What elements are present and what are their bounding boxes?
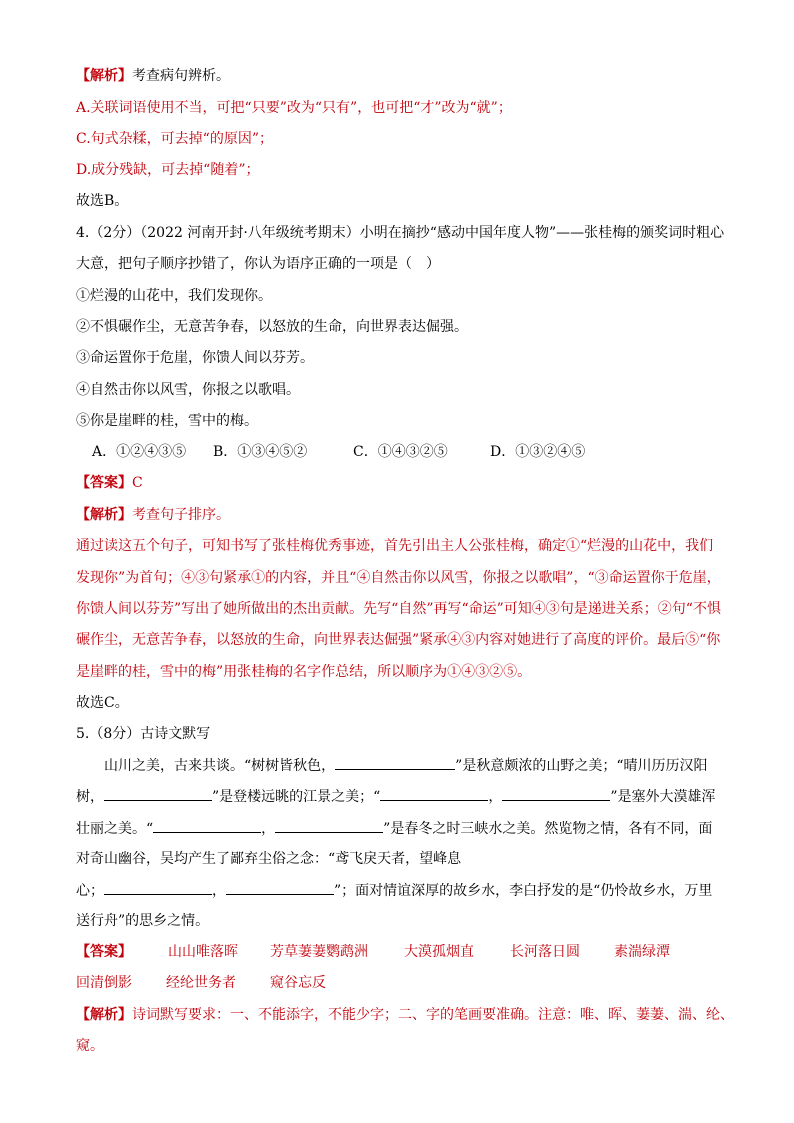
q4-sentence-3: ③命运置你于危崖，你馈人间以芬芳。 [76,350,314,366]
q5-analysis [76,1005,734,1025]
q4-explanation-line2: 发现你”为首句；④③句紧承①的内容，并且“④自然击你以风雪，你报之以歌唱”，“③命运置你于危崖， [76,570,721,586]
fill-blank-5[interactable] [153,818,261,833]
q4-sentence-1: ①烂漫的山花中，我们发现你。 [76,288,272,304]
q5-stem: 5.（8分）古诗文默写 [76,726,211,742]
fill-blank-1[interactable] [335,755,455,770]
q5-answer-row1 [76,942,132,962]
analysis-tag: 【解析】 [76,1007,132,1023]
q3-item-d: D.成分残缺，可去掉“随着”； [76,162,260,178]
q5-passage-line3: 壮丽之美。“ ， ”是春冬之时三峡水之美。然览物之情，各有不同，面 [76,818,712,838]
q5-analysis-line2: 窥。 [76,1038,104,1054]
q5-answer-7: 经纶世务者 [166,975,236,991]
q4-stem-line1: 4.（2分）（2022 河南开封·八年级统考期末）小明在摘抄“感动中国年度人物”——张桂梅的颁奖词时粗心 [76,225,725,241]
answer-tag: 【答案】 [76,475,132,491]
analysis-text: 考查句子排序。 [132,507,230,523]
q4-explanation-line4: 碾作尘，无意苦争春，以怒放的生命，向世界表达倔强”紧承④③内容对她进行了高度的评价。最后⑤“你 [76,632,721,648]
fill-blank-4[interactable] [502,786,610,801]
q3-analysis [76,66,230,86]
fill-blank-3[interactable] [380,786,488,801]
q5-answer-5: 素湍绿潭 [614,944,670,960]
analysis-tag: 【解析】 [76,68,132,84]
q4-stem-line2: 大意，把句子顺序抄错了，你认为语序正确的一项是（ ） [76,256,440,272]
q4-explanation-line1: 通过读这五个句子，可知书写了张桂梅优秀事迹，首先引出主人公张桂梅，确定①“烂漫的山花中，我们 [76,538,714,554]
q4-option-d: D．①③②④⑤ [490,444,586,460]
q5-answer-2: 芳草萋萋鹦鹉洲 [270,944,368,960]
fill-blank-6[interactable] [275,818,383,833]
answer-value: C [132,475,143,491]
q4-sentence-4: ④自然击你以风雪，你报之以歌唱。 [76,382,300,398]
q4-explanation-line3: 你馈人间以芬芳”写出了她所做出的杰出贡献。先写“自然”再写“命运”可知④③句是递进关系；②句“不惧 [76,601,721,617]
q5-answer-4: 长河落日圆 [510,944,580,960]
fill-blank-7[interactable] [104,880,212,895]
q4-option-b: B．①③④⑤② [213,444,308,460]
analysis-text: 诗词默写要求：一、不能添字，不能少字；二、字的笔画要准确。注意：唯、晖、萋萋、湍、纶、 [132,1007,734,1023]
q4-answer [76,473,143,493]
q4-option-c: C．①④③②⑤ [353,444,448,460]
q5-passage-line6: 送行舟”的思乡之情。 [76,913,210,929]
q4-option-a: A．①②④③⑤ [92,444,187,460]
q3-item-c: C.句式杂糅，可去掉“的原因”； [76,131,273,147]
fill-blank-2[interactable] [104,786,212,801]
analysis-text: 考查病句辨析。 [132,68,230,84]
q5-answer-1: 山山唯落晖 [168,944,238,960]
q4-sentence-5: ⑤你是崖畔的桂，雪中的梅。 [76,413,258,429]
answer-tag: 【答案】 [76,944,132,960]
analysis-tag: 【解析】 [76,507,132,523]
q5-passage-line2: 树， ”是登楼远眺的江景之美；“ ， ”是塞外大漠雄浑 [76,786,716,806]
q5-passage-line5: 心； ， ”；面对情谊深厚的故乡水，李白抒发的是“仍怜故乡水，万里 [76,880,712,900]
q4-sentence-2: ②不惧碾作尘，无意苦争春，以怒放的生命，向世界表达倔强。 [76,319,468,335]
q3-item-a: A.关联词语使用不当，可把“只要”改为“只有”，也可把“才”改为“就”； [76,100,512,116]
q5-passage-line4: 对奇山幽谷，吴均产生了鄙弃尘俗之念：“鸢飞戾天者，望峰息 [76,851,462,867]
q5-passage-line1: 山川之美，古来共谈。“树树皆秋色， ”是秋意颇浓的山野之美；“晴川历历汉阳 [104,755,707,775]
q4-explanation-line5: 是崖畔的桂，雪中的梅”用张桂梅的名字作总结，所以顺序为①④③②⑤。 [76,664,532,680]
fill-blank-8[interactable] [226,880,334,895]
q3-conclusion: 故选B。 [76,193,129,209]
q5-answer-3: 大漠孤烟直 [404,944,474,960]
q5-answer-6: 回清倒影 [76,975,132,991]
q5-answer-8: 窥谷忘反 [270,975,326,991]
q4-conclusion: 故选C。 [76,695,129,711]
q4-analysis [76,505,230,525]
